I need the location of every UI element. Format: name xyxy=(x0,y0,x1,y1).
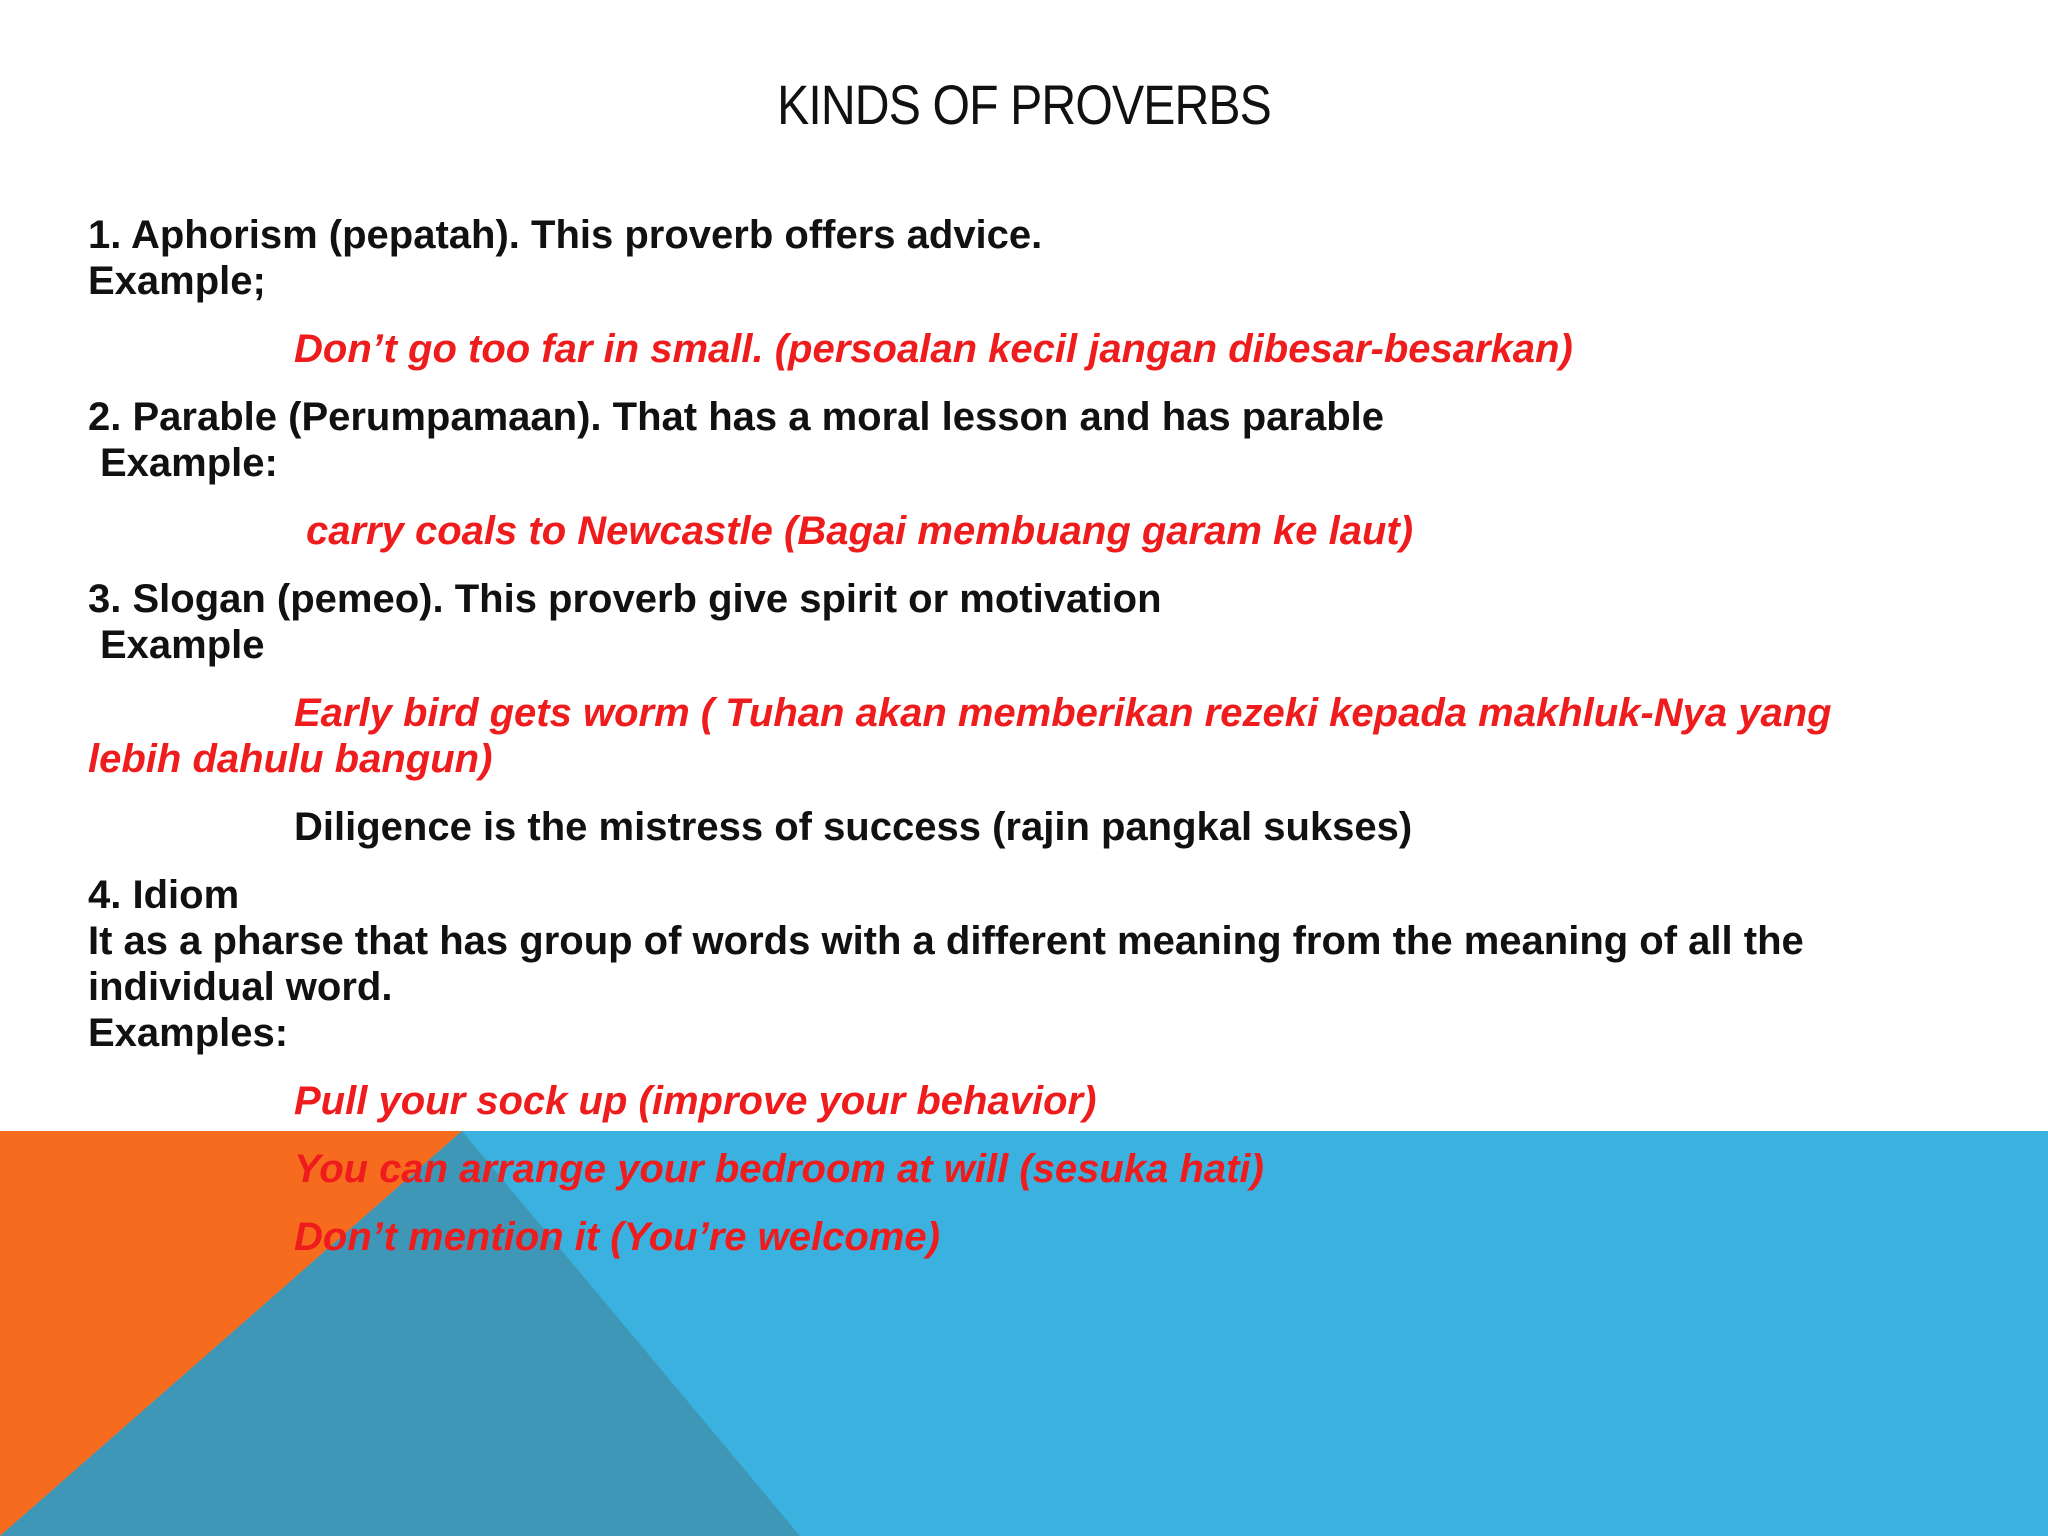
aphorism-example: Don’t go too far in small. (persoalan kecil jangan dibesar-besarkan) xyxy=(294,327,1573,371)
slogan-heading: 3. Slogan (pemeo). This proverb give spirit or motivation xyxy=(88,577,1162,621)
slide-title: KINDS OF PROVERBS xyxy=(777,73,1271,136)
spacer xyxy=(88,1056,1988,1078)
spacer xyxy=(88,554,1988,576)
spacer xyxy=(88,1192,1988,1214)
idiom-heading: 4. Idiom xyxy=(88,873,240,917)
spacer xyxy=(88,304,1988,326)
slogan-example-1-line2: lebih dahulu bangun) xyxy=(88,737,493,781)
spacer xyxy=(88,668,1988,690)
parable-example: carry coals to Newcastle (Bagai membuang garam ke laut) xyxy=(306,509,1414,553)
idiom-example-3: Don’t mention it (You’re welcome) xyxy=(294,1215,940,1259)
idiom-example-1: Pull your sock up (improve your behavior) xyxy=(294,1079,1097,1123)
spacer xyxy=(88,486,1988,508)
idiom-example-2: You can arrange your bedroom at will (sesuka hati) xyxy=(294,1147,1264,1191)
idiom-description: It as a pharse that has group of words with a different meaning from the meaning of all the individual word. xyxy=(88,919,1804,1009)
spacer xyxy=(88,372,1988,394)
parable-example-label: Example: xyxy=(100,441,278,485)
spacer xyxy=(88,850,1988,872)
spacer xyxy=(88,1124,1988,1146)
slogan-example-1-line1: Early bird gets worm ( Tuhan akan memberikan rezeki kepada makhluk-Nya yang xyxy=(294,691,1832,735)
parable-heading: 2. Parable (Perumpamaan). That has a moral lesson and has parable xyxy=(88,395,1385,439)
slogan-example-2: Diligence is the mistress of success (rajin pangkal sukses) xyxy=(294,805,1413,849)
idiom-example-label: Examples: xyxy=(88,1011,289,1055)
slogan-example-label: Example xyxy=(100,623,265,667)
aphorism-example-label: Example; xyxy=(88,259,266,303)
aphorism-heading: 1. Aphorism (pepatah). This proverb offers advice. xyxy=(88,213,1043,257)
spacer xyxy=(88,782,1988,804)
slide-body xyxy=(88,212,1988,1260)
